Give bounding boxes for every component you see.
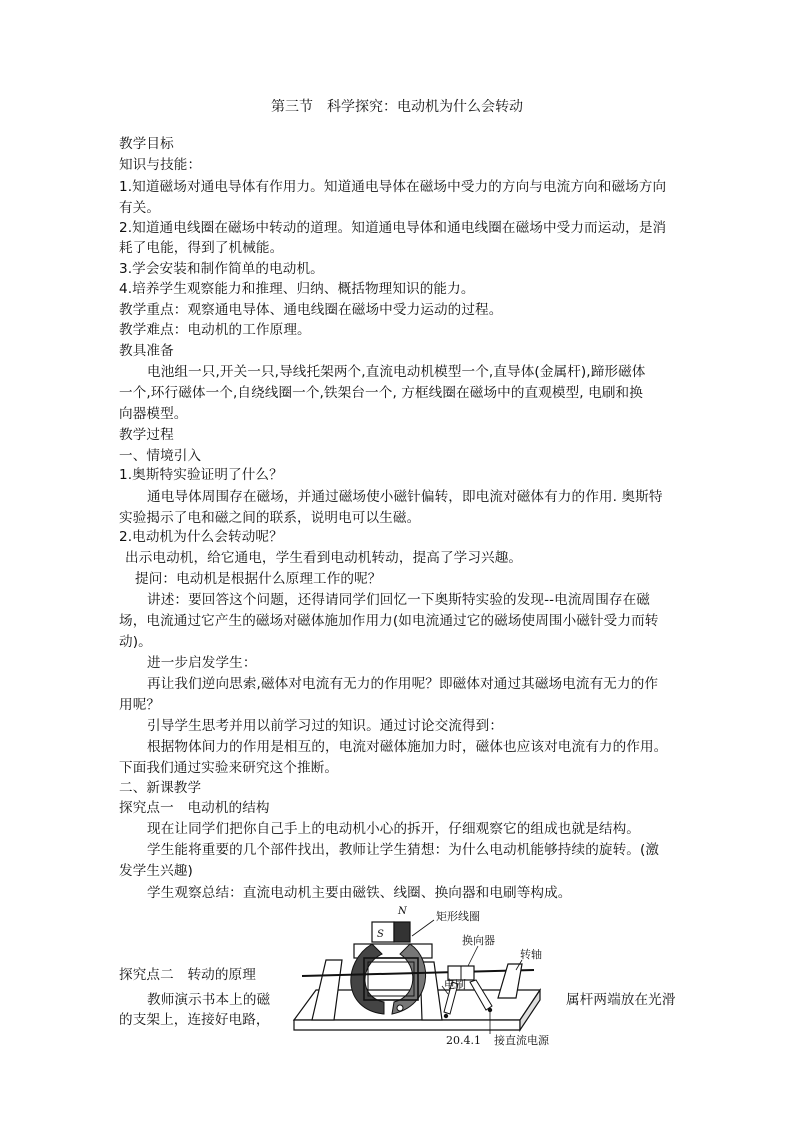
reverse-line-1: 再让我们逆向思索,磁体对电流有无力的作用呢？即磁体对通过其磁场电流有无力的作 xyxy=(147,676,659,692)
students-summary: 学生观察总结：直流电动机主要由磁铁、线圈、换向器和电刷等构成。 xyxy=(147,885,572,901)
label-figure-number: 20.4.1 xyxy=(446,1034,481,1047)
mutual-force-line-2: 下面我们通过实验来研究这个推断。 xyxy=(119,760,339,776)
dc-motor-diagram xyxy=(272,902,564,1052)
oersted-line-2: 实验揭示了电和磁之间的联系，说明电可以生磁。 xyxy=(119,510,421,526)
inspire-students: 进一步启发学生： xyxy=(147,655,257,671)
terminal-right xyxy=(488,1008,492,1012)
equipment-line-2: 一个,环行磁体一个,自绕线圈一个,铁架台一个, 方框线圈在磁场中的直观模型, 电刷和换 xyxy=(119,385,643,401)
subheading-knowledge-skills: 知识与技能： xyxy=(119,157,202,173)
goal-1-line-1: 1.知道磁场对通电导体有作用力。知道通电导体在磁场中受力的方向与电流方向和磁场方向 xyxy=(119,179,667,195)
teaching-focus: 教学重点：观察通电导体、通电线圈在磁场中受力运动的过程。 xyxy=(119,302,503,318)
demo-line-left: 教师演示书本上的磁 xyxy=(147,992,271,1008)
oersted-line-1: 通电导体周围存在磁场，并通过磁场使小磁针偏转，即电流对磁体有力的作用. 奥斯特 xyxy=(147,489,663,505)
explore-point-1: 探究点一 电动机的结构 xyxy=(119,800,270,816)
base-board-front xyxy=(294,1020,520,1030)
guide-students: 引导学生思考并用以前学习过的知识。通过讨论交流得到： xyxy=(147,718,504,734)
demo-line-2: 的支架上，连接好电路， xyxy=(119,1012,270,1028)
label-coil: 矩形线圈 xyxy=(436,910,480,923)
goal-3: 3.学会安装和制作简单的电动机。 xyxy=(119,261,324,277)
page-title: 第三节 科学探究：电动机为什么会转动 xyxy=(271,99,523,115)
goal-4: 4.培养学生观察能力和推理、归纳、概括物理知识的能力。 xyxy=(119,281,475,297)
show-motor: 出示电动机，给它通电，学生看到电动机转动，提高了学习兴趣。 xyxy=(125,550,523,566)
equipment-line-3: 向器模型。 xyxy=(119,406,188,422)
ask-principle: 提问：电动机是根据什么原理工作的呢？ xyxy=(135,571,382,587)
goal-1-line-2: 有关。 xyxy=(119,200,161,216)
find-parts-line-2: 发学生兴趣) xyxy=(119,863,193,879)
disassemble-motor: 现在让同学们把你自己手上的电动机小心的拆开，仔细观察它的组成也就是结构。 xyxy=(147,821,640,837)
goal-2-line-1: 2.知道通电线圈在磁场中转动的道理。知道通电导体和通电线圈在磁场中受力而运动，是消 xyxy=(119,220,667,236)
dc-motor-figure xyxy=(272,902,564,1052)
question-1: 1.奥斯特实验证明了什么？ xyxy=(119,467,283,483)
teaching-difficulty: 教学难点：电动机的工作原理。 xyxy=(119,322,311,338)
magnet-n-block xyxy=(394,922,410,942)
label-n: N xyxy=(398,906,407,917)
label-commutator: 换向器 xyxy=(462,934,495,947)
section-intro: 一、情境引入 xyxy=(119,448,202,464)
screw xyxy=(397,1005,403,1011)
explain-line-1: 讲述：要回答这个问题，还得请同学们回忆一下奥斯特实验的发现--电流周围存在磁 xyxy=(147,592,650,608)
label-s: S xyxy=(377,929,384,940)
goal-2-line-2: 耗了电能，得到了机械能。 xyxy=(119,240,284,256)
heading-equipment: 教具准备 xyxy=(119,343,174,359)
heading-teaching-process: 教学过程 xyxy=(119,427,174,443)
question-2: 2.电动机为什么会转动呢？ xyxy=(119,529,283,545)
find-parts-line-1: 学生能将重要的几个部件找出，教师让学生猜想：为什么电动机能够持续的旋转。(激 xyxy=(147,842,660,858)
equipment-line-1: 电池组一只,开关一只,导线托架两个,直流电动机模型一个,直导体(金属杆),蹄形磁体 xyxy=(147,364,646,380)
heading-teaching-goals: 教学目标 xyxy=(119,136,174,152)
demo-line-right: 属杆两端放在光滑 xyxy=(566,992,676,1008)
terminal-left xyxy=(444,1014,448,1018)
label-dc-source: 接直流电源 xyxy=(494,1034,549,1047)
explain-line-3: 动)。 xyxy=(119,634,152,650)
mutual-force-line-1: 根据物体间力的作用是相互的，电流对磁体施加力时，磁体也应该对电流有力的作用。 xyxy=(147,739,668,755)
label-brush: 电刷 xyxy=(444,978,466,991)
explain-line-2: 场，电流通过它产生的磁场对磁体施加作用力(如电流通过它的磁场使周围小磁针受力而转 xyxy=(119,613,659,629)
label-shaft: 转轴 xyxy=(520,948,542,961)
section-new-lesson: 二、新课教学 xyxy=(119,780,202,796)
explore-point-2: 探究点二 转动的原理 xyxy=(119,967,256,983)
reverse-line-2: 用呢？ xyxy=(119,697,161,713)
